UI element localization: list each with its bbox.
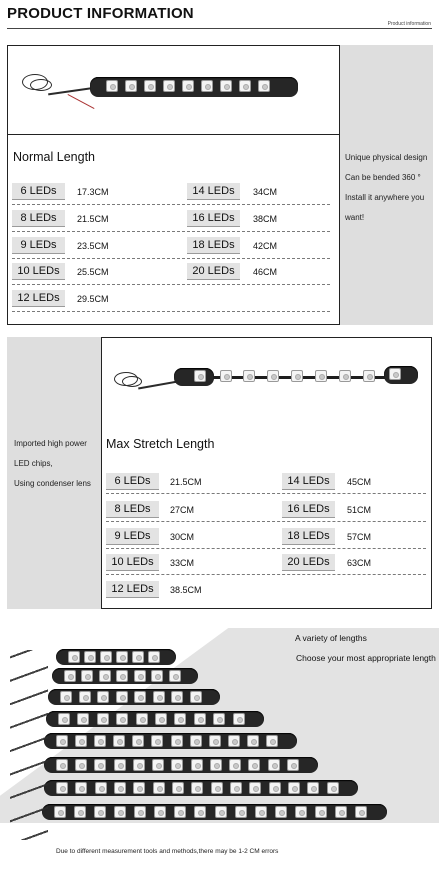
led-strip [44,780,358,796]
led-chip [211,782,223,794]
led-chip [64,670,76,682]
lengths-heading: A variety of lengths [295,633,367,643]
led-chip [169,670,181,682]
led-count-label: 8 LEDs [106,501,159,518]
led-chip [75,735,87,747]
led-chip [295,806,307,818]
led-chip [220,80,232,92]
led-chip [215,806,227,818]
led-chip [233,713,245,725]
led-strip [46,711,264,727]
row-divider [12,204,330,205]
row-divider [106,548,426,549]
led-strip [56,649,176,665]
led-chip [210,759,222,771]
led-chip [307,782,319,794]
led-chip [243,370,255,382]
led-chip [56,759,68,771]
led-chip [151,735,163,747]
led-chip [116,691,128,703]
lengths-subheading: Choose your most appropriate length [296,653,436,663]
side-line: LED chips, [14,459,53,468]
led-chip [363,370,375,382]
led-chip [77,713,89,725]
stretch-side-text [14,434,91,494]
led-chip [172,782,184,794]
led-chip [75,759,87,771]
led-chip [106,80,118,92]
led-chip [194,806,206,818]
led-chip [151,670,163,682]
led-chip [355,806,367,818]
led-strip [48,689,220,705]
led-strip-image [8,46,339,134]
led-chip [194,370,206,382]
length-value: 27CM [170,505,195,515]
led-chip [190,691,202,703]
led-chip [228,735,240,747]
led-chip [116,670,128,682]
led-chip [58,713,70,725]
led-chip [230,782,242,794]
length-value: 38CM [253,214,278,224]
led-chip [229,759,241,771]
led-chip [239,80,251,92]
side-line: Can be bended 360 ° [345,173,421,182]
page-title: PRODUCT INFORMATION [7,5,194,22]
led-count-label: 12 LEDs [12,290,65,307]
led-chip [315,370,327,382]
header-divider [7,28,432,29]
length-value: 51CM [347,505,372,515]
led-chip [114,806,126,818]
led-chip [97,713,109,725]
led-chip [132,735,144,747]
led-count-label: 9 LEDs [106,528,159,545]
led-count-label: 14 LEDs [187,183,240,200]
led-chip [258,80,270,92]
led-chip [268,759,280,771]
led-chip [95,782,107,794]
led-chip [74,806,86,818]
led-chip [335,806,347,818]
led-chip [155,713,167,725]
length-value: 30CM [170,532,195,542]
stretch-length-title: Max Stretch Length [106,437,215,451]
led-chip [267,370,279,382]
led-chip [116,651,128,663]
led-chip [220,370,232,382]
led-chip [81,670,93,682]
led-chip [94,735,106,747]
led-strip [44,733,297,749]
length-value: 46CM [253,267,278,277]
led-count-label: 18 LEDs [187,237,240,254]
normal-length-title: Normal Length [13,150,95,164]
led-chip [163,80,175,92]
led-chip [154,806,166,818]
led-count-label: 10 LEDs [106,554,159,571]
row-divider [106,493,426,494]
led-chip [94,759,106,771]
led-count-label: 6 LEDs [12,183,65,200]
led-chip [97,691,109,703]
row-divider [12,284,330,285]
led-chip [125,80,137,92]
red-wire [68,94,95,109]
led-chip [68,651,80,663]
wire-loop [30,79,52,91]
length-value: 63CM [347,558,372,568]
length-value: 45CM [347,477,372,487]
wire-lead [48,87,96,96]
led-chip [255,806,267,818]
side-line: Install it anywhere you [345,193,425,202]
led-chip [213,713,225,725]
length-value: 38.5CM [170,585,202,595]
led-chip [275,806,287,818]
led-count-label: 16 LEDs [282,501,335,518]
led-chip [191,782,203,794]
led-chip [171,691,183,703]
led-chip [116,713,128,725]
led-count-label: 16 LEDs [187,210,240,227]
row-divider [106,574,426,575]
side-line: Imported high power [14,439,87,448]
led-chip [327,782,339,794]
led-chip [171,735,183,747]
page-subtitle: Product information [387,21,431,27]
length-value: 34CM [253,187,278,197]
led-chip [94,806,106,818]
led-chip [194,713,206,725]
led-chip [136,713,148,725]
row-divider [12,258,330,259]
led-count-label: 10 LEDs [12,263,65,280]
led-chip [99,670,111,682]
stretched-strip-image [102,338,431,422]
led-chip [288,782,300,794]
led-chip [100,651,112,663]
length-value: 57CM [347,532,372,542]
led-chip [287,759,299,771]
led-chip [247,735,259,747]
led-chip [144,80,156,92]
led-chip [79,691,91,703]
side-line: Unique physical design [345,153,428,162]
led-chip [134,670,146,682]
led-count-label: 6 LEDs [106,473,159,490]
led-chip [114,759,126,771]
led-chip [152,759,164,771]
led-count-label: 8 LEDs [12,210,65,227]
led-chip [75,782,87,794]
led-chip [54,806,66,818]
led-chip [56,782,68,794]
led-strip [42,804,387,820]
led-strip [52,668,198,684]
length-value: 42CM [253,241,278,251]
led-chip [339,370,351,382]
led-chip [133,782,145,794]
led-strip [44,757,318,773]
led-chip [248,759,260,771]
length-value: 21.5CM [77,214,109,224]
led-chip [201,80,213,92]
led-chip [249,782,261,794]
led-chip [190,735,202,747]
led-chip [133,759,145,771]
led-count-label: 20 LEDs [187,263,240,280]
wire-lead [138,381,178,390]
led-count-label: 9 LEDs [12,237,65,254]
led-chip [84,651,96,663]
led-count-label: 20 LEDs [282,554,335,571]
led-chip [56,735,68,747]
length-value: 25.5CM [77,267,109,277]
led-chip [235,806,247,818]
normal-side-text [345,148,427,228]
length-value: 17.3CM [77,187,109,197]
led-chip [191,759,203,771]
led-chip [134,806,146,818]
led-count-label: 18 LEDs [282,528,335,545]
led-chip [171,759,183,771]
led-chip [60,691,72,703]
length-value: 29.5CM [77,294,109,304]
side-line: want! [345,213,365,222]
length-value: 23.5CM [77,241,109,251]
wire-loop [122,376,142,387]
section-divider [8,134,339,135]
measurement-note: Due to different measurement tools and methods,there may be 1-2 CM errors [56,848,279,855]
led-chip [315,806,327,818]
led-chip [291,370,303,382]
length-value: 21.5CM [170,477,202,487]
led-chip [153,691,165,703]
led-chip [134,691,146,703]
led-chip [114,782,126,794]
led-chip [209,735,221,747]
length-value: 33CM [170,558,195,568]
led-count-label: 14 LEDs [282,473,335,490]
side-line: Using condenser lens [14,479,91,488]
led-chip [266,735,278,747]
led-chip [148,651,160,663]
led-chip [174,806,186,818]
row-divider [12,231,330,232]
wire-bundle [10,650,48,840]
row-divider [106,521,426,522]
led-chip [153,782,165,794]
led-chip [174,713,186,725]
led-chip [389,368,401,380]
led-chip [182,80,194,92]
led-chip [269,782,281,794]
led-chip [132,651,144,663]
led-chip [113,735,125,747]
row-divider [12,311,330,312]
led-count-label: 12 LEDs [106,581,159,598]
